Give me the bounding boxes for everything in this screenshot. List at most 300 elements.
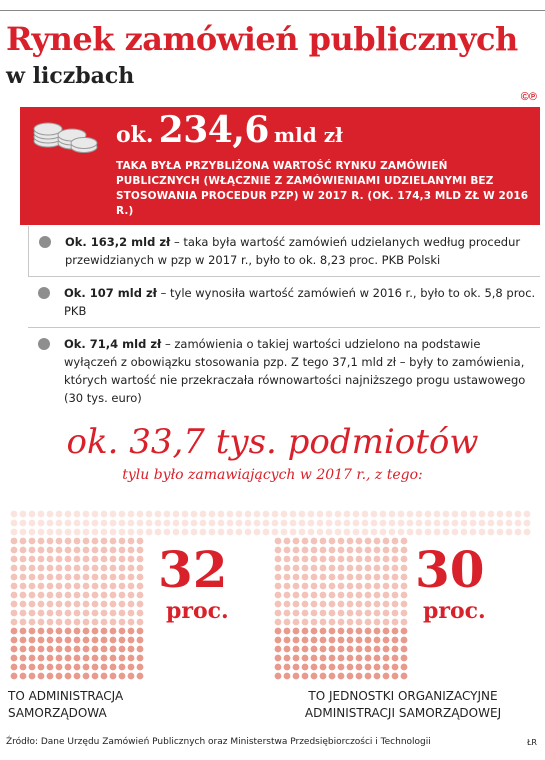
dot [74,574,81,581]
dot [383,538,390,545]
dot [74,565,81,572]
dot [47,664,54,671]
dot [416,511,423,518]
dot [128,619,135,626]
dot [338,592,345,599]
dot [284,592,291,599]
dot [38,655,45,662]
dot [209,529,216,536]
dot [392,646,399,653]
dot [329,565,336,572]
dot [443,520,450,527]
dot [92,511,99,518]
dot [74,520,81,527]
dot [20,574,27,581]
dot [101,637,108,644]
dot [92,637,99,644]
dot [293,610,300,617]
dot [293,655,300,662]
dot [101,664,108,671]
dot [38,619,45,626]
dot [383,583,390,590]
dot [389,529,396,536]
dot [392,583,399,590]
dot [371,529,378,536]
dot [284,628,291,635]
dot [401,592,408,599]
dot [38,565,45,572]
dot [347,583,354,590]
dot [374,628,381,635]
dot [347,547,354,554]
dot [284,673,291,680]
dot [338,610,345,617]
dot [110,637,117,644]
dot [83,538,90,545]
dot [92,655,99,662]
list-item [28,277,540,328]
dot [374,637,381,644]
dot [56,673,63,680]
dot [275,628,282,635]
dot [347,646,354,653]
dot [365,646,372,653]
dot [401,610,408,617]
dot [47,529,54,536]
dot [392,637,399,644]
dot [365,628,372,635]
dot [311,673,318,680]
dot [29,610,36,617]
dot [461,529,468,536]
dot [128,655,135,662]
dot [311,601,318,608]
dot [128,646,135,653]
dot [347,619,354,626]
dot [191,529,198,536]
dot [92,628,99,635]
dot [275,538,282,545]
caption-line: SAMORZĄDOWA [8,706,107,720]
dot [20,664,27,671]
dot [515,529,522,536]
dot [338,547,345,554]
dot [29,664,36,671]
dot [293,664,300,671]
dot [311,583,318,590]
dot [56,619,63,626]
dot [374,610,381,617]
dot [320,673,327,680]
dot [20,619,27,626]
dot [416,529,423,536]
dot [74,511,81,518]
dot [461,511,468,518]
dot [47,637,54,644]
source-note: Źródło: Dane Urzędu Zamówień Publicznych oraz Ministerstwa Przedsiębiorczości i Technologii [6,737,431,747]
dot [83,529,90,536]
dot [302,646,309,653]
dot [11,673,18,680]
dot [338,556,345,563]
dot [284,637,291,644]
dot [101,601,108,608]
dot [425,529,432,536]
dot [65,592,72,599]
dot [320,565,327,572]
dot [110,664,117,671]
bullet-amount: Ok. 71,4 mld zł [64,337,162,351]
dot [20,538,27,545]
dot [56,637,63,644]
dot [293,538,300,545]
dot [320,646,327,653]
dot [320,601,327,608]
dot [56,592,63,599]
dot [356,583,363,590]
dot [110,520,117,527]
dot [524,529,531,536]
dot [275,574,282,581]
dot [374,565,381,572]
dot [83,610,90,617]
dot [20,592,27,599]
dot [392,610,399,617]
dot [356,664,363,671]
dot [311,655,318,662]
dot [47,583,54,590]
stat-caption [8,688,123,722]
dot [311,592,318,599]
dot [128,592,135,599]
dot [302,673,309,680]
dot [110,673,117,680]
dot [65,574,72,581]
dot [374,574,381,581]
dot [275,556,282,563]
dot [173,529,180,536]
dot [356,592,363,599]
dot [329,538,336,545]
dot [227,520,234,527]
dot [302,637,309,644]
dot [29,583,36,590]
dot [272,511,279,518]
dot [29,529,36,536]
dot [29,619,36,626]
dot [119,520,126,527]
dot [56,556,63,563]
dot [110,655,117,662]
dot [128,538,135,545]
dot [302,547,309,554]
dot [119,610,126,617]
dot [92,556,99,563]
dot [275,565,282,572]
dot [320,547,327,554]
dot [290,520,297,527]
dot [20,520,27,527]
dot [29,646,36,653]
dot [392,547,399,554]
dot [65,619,72,626]
dot [275,664,282,671]
dot [74,673,81,680]
dot [227,511,234,518]
dot [101,520,108,527]
dot [326,529,333,536]
dot [110,547,117,554]
dot [461,520,468,527]
dot [47,556,54,563]
dot [11,556,18,563]
dot [347,673,354,680]
dot [65,655,72,662]
dot [338,628,345,635]
dot [92,538,99,545]
dot [56,520,63,527]
dot [293,574,300,581]
dot [401,637,408,644]
dot [245,520,252,527]
dot [83,655,90,662]
author-initials: ŁR [526,738,537,747]
dot [128,511,135,518]
dot [83,556,90,563]
dot [284,547,291,554]
dot [389,520,396,527]
dot [302,556,309,563]
dot [128,673,135,680]
dot [347,574,354,581]
dot [356,610,363,617]
dot [275,592,282,599]
dot [29,601,36,608]
dot [311,574,318,581]
dot [119,637,126,644]
dot [302,565,309,572]
dot [164,520,171,527]
dot [38,574,45,581]
dot [38,664,45,671]
dot [374,673,381,680]
dot [101,556,108,563]
dot [293,547,300,554]
stat-unit: proc. [166,598,229,624]
entities-headline: ok. 33,7 tys. podmiotów [66,422,479,462]
dot [383,637,390,644]
dot [236,520,243,527]
dot [137,547,144,554]
dot [11,610,18,617]
dot [155,529,162,536]
dot [218,511,225,518]
dot [335,511,342,518]
dot [110,574,117,581]
dot [110,619,117,626]
dot [38,511,45,518]
dot [137,610,144,617]
dot [29,637,36,644]
dot [383,556,390,563]
dot [56,583,63,590]
dot [83,583,90,590]
dot [374,592,381,599]
dot [347,592,354,599]
dot [317,520,324,527]
dot [101,529,108,536]
dot [380,520,387,527]
dot [311,628,318,635]
dot [29,511,36,518]
dot [146,511,153,518]
dot [416,520,423,527]
dot [74,664,81,671]
dot [329,610,336,617]
dot [284,610,291,617]
dot [101,610,108,617]
bullet-icon [39,236,51,248]
dot [20,646,27,653]
dot [20,556,27,563]
dot [119,529,126,536]
dot [302,628,309,635]
dot [29,628,36,635]
dot [92,565,99,572]
stat-value: 32 [158,540,228,599]
dot [401,538,408,545]
dot [47,628,54,635]
dot [11,601,18,608]
dot [65,538,72,545]
dot [38,583,45,590]
dot [74,556,81,563]
dot [356,547,363,554]
dot [29,538,36,545]
dot [365,583,372,590]
dot [56,664,63,671]
stat-value: 30 [415,540,485,599]
dot [290,511,297,518]
dot [383,646,390,653]
dot [338,655,345,662]
dot [38,610,45,617]
dot [83,628,90,635]
dot [128,574,135,581]
dot [353,520,360,527]
dot [329,556,336,563]
dot [302,583,309,590]
dot [326,511,333,518]
dot [38,646,45,653]
dot [515,511,522,518]
dot [302,601,309,608]
dot [362,511,369,518]
dot [83,664,90,671]
dot [29,655,36,662]
dot [392,664,399,671]
dot [101,592,108,599]
bullet-amount: Ok. 163,2 mld zł [65,235,171,249]
dot [344,520,351,527]
dot [329,547,336,554]
dot [401,574,408,581]
dot [329,574,336,581]
dot [374,664,381,671]
dot [293,556,300,563]
dot [329,637,336,644]
dot [110,628,117,635]
dot [479,529,486,536]
dot [311,664,318,671]
dot [497,511,504,518]
dot [38,601,45,608]
dot [119,619,126,626]
dot [443,529,450,536]
dot [299,529,306,536]
dot [128,610,135,617]
dot [329,646,336,653]
dot [311,619,318,626]
dot [293,637,300,644]
dot [56,529,63,536]
market-value-number: 234,6 [158,109,269,151]
dot [11,511,18,518]
dot [365,655,372,662]
dot [284,556,291,563]
dot [338,619,345,626]
dot [401,601,408,608]
dot [146,529,153,536]
dot [11,538,18,545]
dot [299,520,306,527]
dot [347,655,354,662]
dot [425,511,432,518]
dot [383,664,390,671]
dot [245,529,252,536]
dot [47,655,54,662]
dot [302,664,309,671]
dot [236,529,243,536]
page-title: Rynek zamówień publicznych [6,20,518,58]
dot [353,511,360,518]
dot [119,628,126,635]
dot [434,511,441,518]
dot [56,511,63,518]
dot [284,574,291,581]
dot [275,547,282,554]
dot [155,520,162,527]
dot [101,673,108,680]
coins-icon [28,111,100,155]
dot [425,520,432,527]
dot [470,511,477,518]
dot [119,583,126,590]
dot [302,574,309,581]
dot [329,601,336,608]
dot [329,655,336,662]
dot [119,511,126,518]
dot [29,592,36,599]
dot [401,646,408,653]
dot [398,511,405,518]
dot [56,646,63,653]
dot [128,547,135,554]
dot [290,529,297,536]
dot [110,601,117,608]
dot [128,664,135,671]
dot [137,511,144,518]
